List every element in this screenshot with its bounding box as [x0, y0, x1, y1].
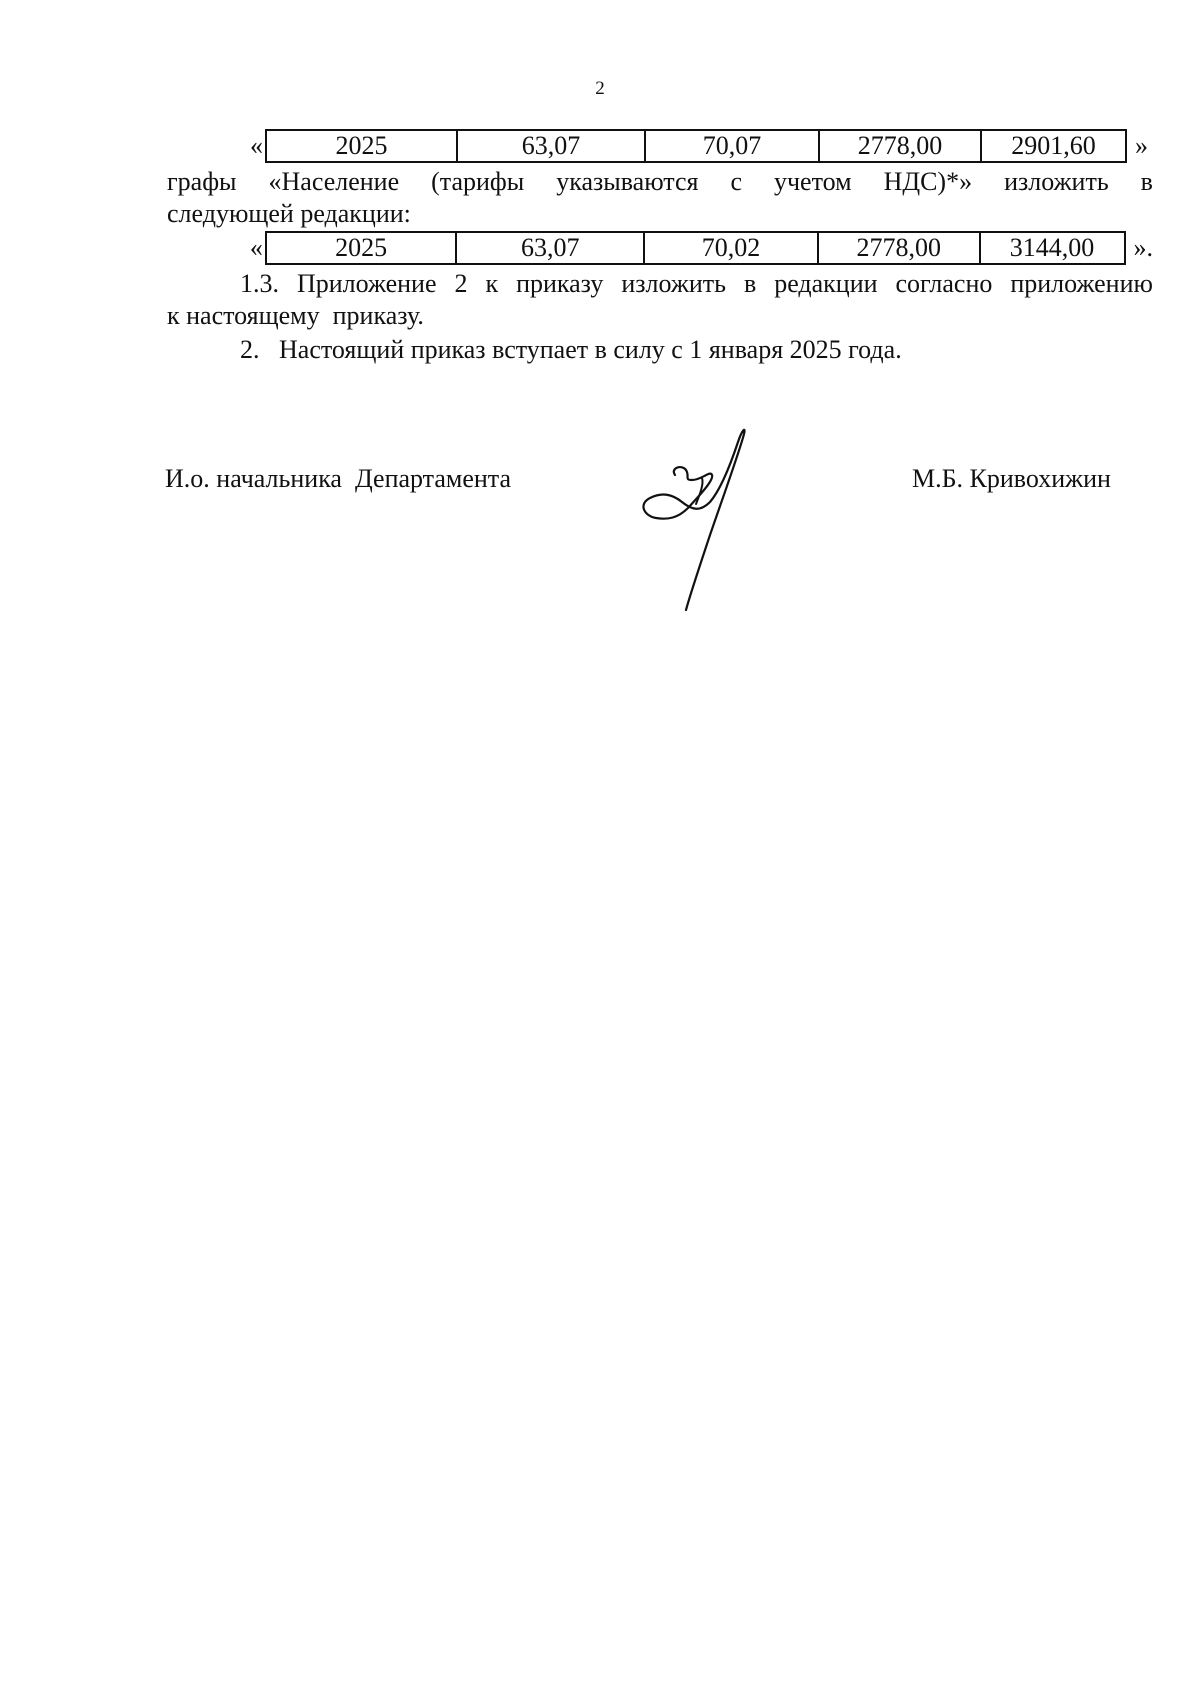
word: в	[1140, 167, 1153, 196]
signatory-name: М.Б. Кривохижин	[912, 464, 1111, 493]
word: в	[743, 269, 757, 298]
word: НДС)*»	[883, 167, 973, 196]
tariff-table-new	[265, 231, 1126, 265]
word: указываются	[556, 167, 699, 196]
cell-year: 2025	[266, 232, 457, 264]
word: графы	[167, 167, 237, 196]
close-quote: ».	[1133, 233, 1153, 262]
cell-value-1: 63,07	[457, 130, 645, 162]
word: учетом	[773, 167, 852, 196]
handwritten-signature	[630, 420, 800, 620]
word: (тарифы	[431, 167, 525, 196]
word: приказу	[516, 269, 604, 298]
cell-value-2: 70,07	[645, 130, 819, 162]
cell-value-4: 2901,60	[981, 130, 1126, 162]
word: с	[730, 167, 742, 196]
cell-value-3: 2778,00	[819, 130, 981, 162]
open-quote: «	[249, 233, 263, 262]
page-number: 2	[595, 78, 605, 99]
item-1-3-line-1	[240, 268, 1153, 300]
word: изложить	[621, 269, 726, 298]
tariff-table-old	[265, 129, 1127, 163]
word: к	[485, 269, 499, 298]
open-quote: «	[250, 131, 263, 160]
tariff-row-old	[167, 128, 1153, 164]
word: 2	[454, 269, 468, 298]
word: согласно	[895, 269, 993, 298]
cell-value-3: 2778,00	[818, 232, 980, 264]
word: «Население	[268, 167, 400, 196]
paragraph-1-line-1	[167, 166, 1153, 198]
item-1-3-line-2: к настоящему приказу.	[167, 301, 424, 330]
cell-value-4: 3144,00	[980, 232, 1125, 264]
paragraph-1-line-2: следующей редакции:	[167, 199, 411, 228]
word: редакции	[774, 269, 878, 298]
cell-year: 2025	[266, 130, 457, 162]
item-2: 2. Настоящий приказ вступает в силу с 1 января 2025 года.	[240, 335, 902, 364]
word: Приложение	[296, 269, 437, 298]
word: 1.3.	[240, 269, 279, 298]
cell-value-1: 63,07	[456, 232, 644, 264]
word: приложению	[1010, 269, 1153, 298]
tariff-row-new	[167, 230, 1153, 266]
cell-value-2: 70,02	[644, 232, 818, 264]
word: изложить	[1004, 167, 1109, 196]
close-quote: »	[1135, 131, 1148, 160]
signatory-position: И.о. начальника Департамента	[165, 464, 512, 493]
